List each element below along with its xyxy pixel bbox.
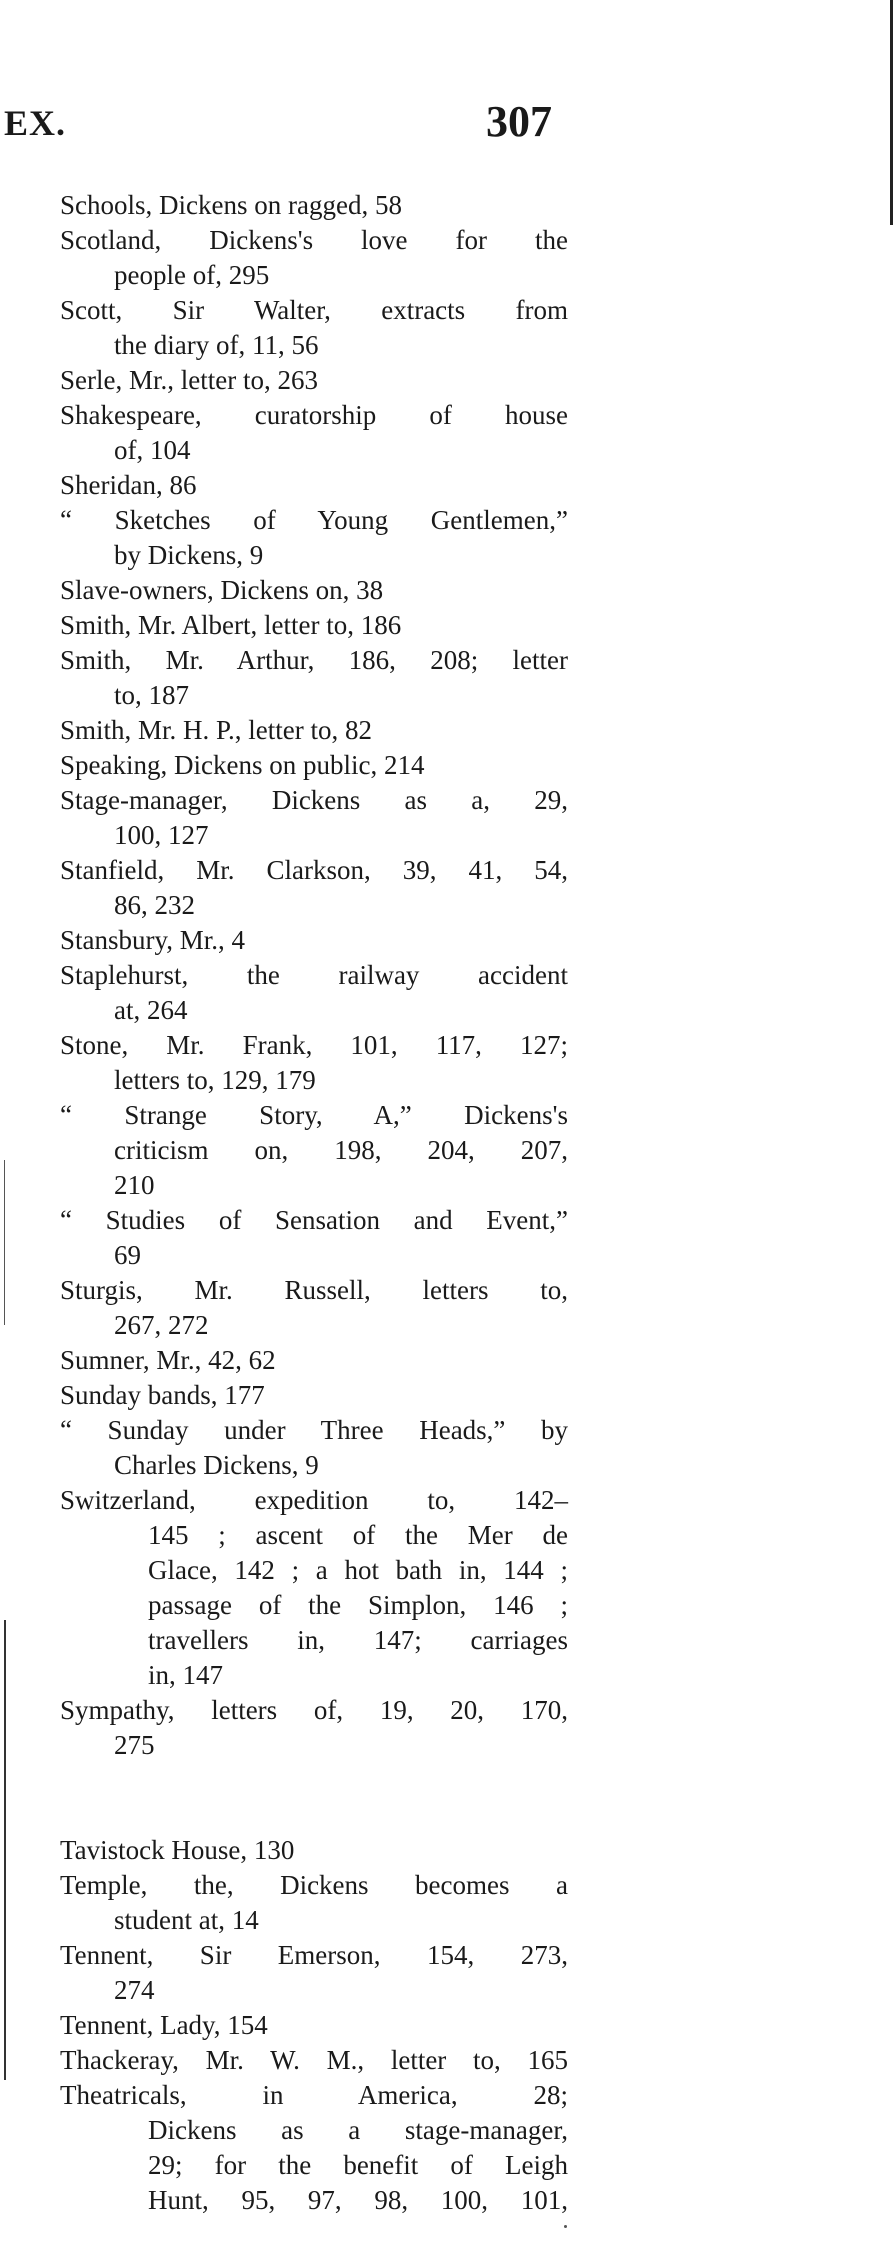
index-entry-heading-line: “ Strange Story, A,” Dickens's (60, 1100, 568, 1130)
index-entry-heading-line: Thackeray, Mr. W. M., letter to, 165 (60, 2045, 568, 2075)
index-entry-heading-line: “ Sunday under Three Heads,” by (60, 1415, 568, 1445)
index-entry (60, 1098, 568, 1203)
index-entry-heading-line: Stanfield, Mr. Clarkson, 39, 41, 54, (60, 855, 568, 885)
index-entry-continuation-line: 69 (114, 1240, 141, 1270)
index-entry (60, 643, 568, 713)
running-title: EX. (4, 103, 67, 143)
index-entry (60, 1868, 568, 1938)
index-entry-continuation-line: Hunt, 95, 97, 98, 100, 101, (148, 2185, 568, 2215)
index-entry-heading-line: Stansbury, Mr., 4 (60, 925, 246, 955)
index-entry-heading-line: Speaking, Dickens on public, 214 (60, 750, 425, 780)
index-entry (60, 1833, 568, 1868)
index-entry-heading-line: Tavistock House, 130 (60, 1835, 295, 1865)
index-column (60, 188, 568, 2218)
page-edge-rule (890, 0, 893, 225)
index-entry-heading-line: Sympathy, letters of, 19, 20, 170, (60, 1695, 568, 1725)
index-entry (60, 503, 568, 573)
index-entry (60, 2008, 568, 2043)
index-entry-continuation-line: 274 (114, 1975, 155, 2005)
index-entry (60, 2043, 568, 2078)
index-entry-heading-line: Stage-manager, Dickens as a, 29, (60, 785, 568, 815)
section-break (60, 1763, 568, 1833)
index-entry (60, 853, 568, 923)
index-entry (60, 223, 568, 293)
index-entry (60, 923, 568, 958)
index-entry (60, 1483, 568, 1693)
index-entry (60, 1028, 568, 1098)
index-entry-continuation-line: 210 (114, 1170, 155, 1200)
index-entry-heading-line: Slave-owners, Dickens on, 38 (60, 575, 384, 605)
index-entry (60, 573, 568, 608)
index-entry (60, 713, 568, 748)
index-entry-continuation-line: Glace, 142 ; a hot bath in, 144 ; (148, 1555, 568, 1585)
index-entry-heading-line: Smith, Mr. H. P., letter to, 82 (60, 715, 373, 745)
index-entry-continuation-line: 275 (114, 1730, 155, 1760)
index-entry-heading-line: “ Studies of Sensation and Event,” (60, 1205, 568, 1235)
index-entry (60, 2078, 568, 2218)
index-entry-heading-line: Smith, Mr. Albert, letter to, 186 (60, 610, 402, 640)
index-entry-continuation-line: passage of the Simplon, 146 ; (148, 1590, 568, 1620)
index-entry-continuation-line: to, 187 (114, 680, 190, 710)
index-entry-continuation-line: Dickens as a stage-manager, (148, 2115, 568, 2145)
index-entry-continuation-line: travellers in, 147; carriages (148, 1625, 568, 1655)
index-entry-heading-line: Stone, Mr. Frank, 101, 117, 127; (60, 1030, 568, 1060)
index-entry (60, 363, 568, 398)
index-entry-heading-line: Scott, Sir Walter, extracts from (60, 295, 568, 325)
index-entry-continuation-line: 29; for the benefit of Leigh (148, 2150, 568, 2180)
page-number: 307 (486, 97, 552, 146)
index-entry (60, 1343, 568, 1378)
gutter-rule-lower (4, 1620, 6, 2080)
index-entry-continuation-line: Charles Dickens, 9 (114, 1450, 319, 1480)
index-entry (60, 1413, 568, 1483)
index-entry-heading-line: Smith, Mr. Arthur, 186, 208; letter (60, 645, 568, 675)
index-entry-heading-line: Tennent, Lady, 154 (60, 2010, 268, 2040)
index-entry (60, 1378, 568, 1413)
index-entry (60, 293, 568, 363)
index-entry-continuation-line: 145 ; ascent of the Mer de (148, 1520, 568, 1550)
index-entry-continuation-line: people of, 295 (114, 260, 270, 290)
index-entry-continuation-line: criticism on, 198, 204, 207, (114, 1135, 568, 1165)
index-entry-heading-line: Sumner, Mr., 42, 62 (60, 1345, 276, 1375)
index-entry-heading-line: Theatricals, in America, 28; (60, 2080, 568, 2110)
index-entry (60, 468, 568, 503)
index-entry-heading-line: Staplehurst, the railway accident (60, 960, 568, 990)
index-entry-continuation-line: letters to, 129, 179 (114, 1065, 316, 1095)
index-entry (60, 608, 568, 643)
index-entry-continuation-line: the diary of, 11, 56 (114, 330, 319, 360)
index-entry-continuation-line: 86, 232 (114, 890, 195, 920)
gutter-rule (4, 1160, 5, 1325)
index-entry (60, 748, 568, 783)
index-entry (60, 783, 568, 853)
index-entry (60, 958, 568, 1028)
index-entry (60, 1693, 568, 1763)
index-entry (60, 398, 568, 468)
index-entry-heading-line: Sunday bands, 177 (60, 1380, 265, 1410)
index-entry-heading-line: Sheridan, 86 (60, 470, 197, 500)
index-entry-heading-line: Scotland, Dickens's love for the (60, 225, 568, 255)
index-entry-continuation-line: 100, 127 (114, 820, 209, 850)
index-entry (60, 1938, 568, 2008)
index-entry-heading-line: Switzerland, expedition to, 142– (60, 1485, 568, 1515)
index-entry-heading-line: Temple, the, Dickens becomes a (60, 1870, 568, 1900)
index-entry (60, 1203, 568, 1273)
index-entry (60, 188, 568, 223)
index-entry-heading-line: Serle, Mr., letter to, 263 (60, 365, 318, 395)
index-entry-heading-line: Schools, Dickens on ragged, 58 (60, 190, 402, 220)
index-entry-continuation-line: of, 104 (114, 435, 191, 465)
index-entry-heading-line: “ Sketches of Young Gentlemen,” (60, 505, 568, 535)
index-entry-continuation-line: student at, 14 (114, 1905, 259, 1935)
index-entry (60, 1273, 568, 1343)
index-entry-continuation-line: in, 147 (148, 1660, 224, 1690)
index-entry-continuation-line: 267, 272 (114, 1310, 209, 1340)
index-entry-continuation-line: by Dickens, 9 (114, 540, 264, 570)
index-entry-heading-line: Sturgis, Mr. Russell, letters to, (60, 1275, 568, 1305)
index-entry-continuation-line: at, 264 (114, 995, 188, 1025)
page-speck (564, 2225, 567, 2228)
index-entry-heading-line: Shakespeare, curatorship of house (60, 400, 568, 430)
index-entry-heading-line: Tennent, Sir Emerson, 154, 273, (60, 1940, 568, 1970)
